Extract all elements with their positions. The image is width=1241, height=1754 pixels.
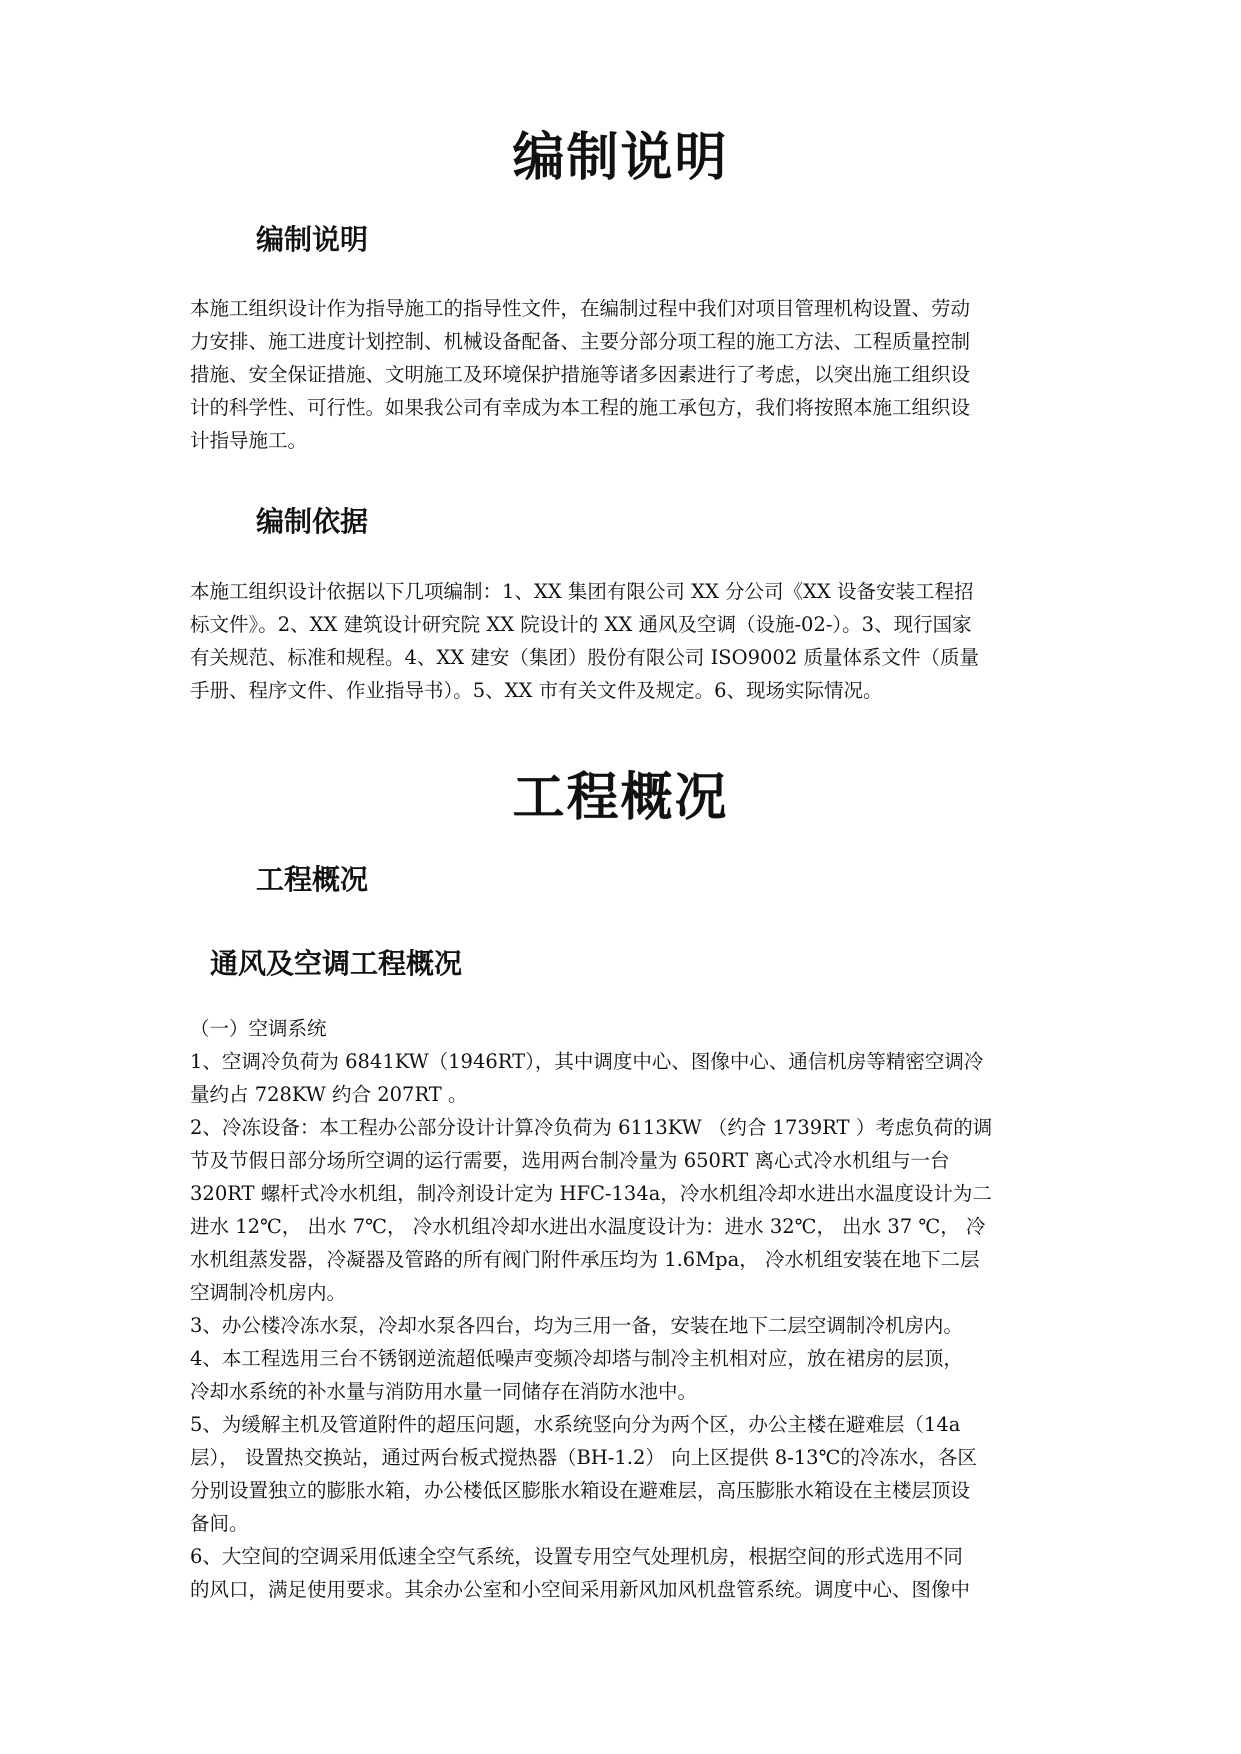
heading-compilation-notes: 编制说明 [256, 223, 369, 256]
text-line: 力安排、施工进度计划控制、机械设备配备、主要分部分项工程的施工方法、工程质量控制 [190, 330, 971, 353]
text-line: 计的科学性、可行性。如果我公司有幸成为本工程的施工承包方，我们将按照本施工组织设 [190, 396, 971, 419]
text-line: 水机组蒸发器，冷凝器及管路的所有阀门附件承压均为 1.6Mpa， 冷水机组安装在地下二层 [190, 1248, 980, 1271]
text-line: 计指导施工。 [190, 429, 308, 452]
text-line: 4、本工程选用三台不锈钢逆流超低噪声变频冷却塔与制冷主机相对应，放在裙房的层顶， [190, 1347, 963, 1370]
text-line: 进水 12℃， 出水 7℃， 冷水机组冷却水进出水温度设计为：进水 32℃， 出水 37 ℃， 冷 [190, 1215, 986, 1238]
text-line: 6、大空间的空调采用低速全空气系统，设置专用空气处理机房，根据空间的形式选用不同 [190, 1545, 963, 1568]
text-line: （一）空调系统 [190, 1017, 327, 1040]
text-line: 分别设置独立的膨胀水箱，办公楼低区膨胀水箱设在避难层，高压膨胀水箱设在主楼层顶设 [190, 1479, 971, 1502]
text-line: 3、办公楼冷冻水泵，冷却水泵各四台，均为三用一备，安装在地下二层空调制冷机房内。 [190, 1314, 963, 1337]
text-line: 有关规范、标准和规程。4、XX 建安（集团）股份有限公司 ISO9002 质量体系文件（质量 [190, 646, 979, 669]
text-line: 2、冷冻设备：本工程办公部分设计计算冷负荷为 6113KW （约合 1739RT ）考虑负荷的调 [190, 1116, 993, 1139]
text-line: 1、空调冷负荷为 6841KW（1946RT），其中调度中心、图像中心、通信机房等精密空调冷 [190, 1050, 984, 1073]
heading-project-overview: 工程概况 [256, 863, 369, 896]
text-line: 5、为缓解主机及管道附件的超压问题，水系统竖向分为两个区，办公主楼在避难层（14a [190, 1413, 961, 1436]
text-line: 措施、安全保证措施、文明施工及环境保护措施等诸多因素进行了考虑，以突出施工组织设 [190, 363, 971, 386]
text-line: 冷却水系统的补水量与消防用水量一同储存在消防水池中。 [190, 1380, 698, 1403]
text-line: 320RT 螺杆式冷水机组，制冷剂设计定为 HFC-134a，冷水机组冷却水进出水温度设计为二 [190, 1182, 992, 1205]
page-title-compilation: 编制说明 [512, 128, 729, 188]
text-line: 本施工组织设计依据以下几项编制：1、XX 集团有限公司 XX 分公司《XX 设备安装工程招 [190, 580, 974, 603]
heading-hvac-overview: 通风及空调工程概况 [210, 947, 463, 980]
text-line: 手册、程序文件、作业指导书）。5、XX 市有关文件及规定。6、现场实际情况。 [190, 679, 883, 702]
heading-compilation-basis: 编制依据 [256, 505, 369, 538]
text-line: 备间。 [190, 1512, 249, 1535]
text-line: 层）， 设置热交换站，通过两台板式搅热器（BH-1.2） 向上区提供 8-13℃的冷冻水，各区 [190, 1446, 977, 1469]
text-line: 节及节假日部分场所空调的运行需要，选用两台制冷量为 650RT 离心式冷水机组与一台 [190, 1149, 950, 1172]
text-line: 的风口，满足使用要求。其余办公室和小空间采用新风加风机盘管系统。调度中心、图像中 [190, 1578, 971, 1601]
text-line: 空调制冷机房内。 [190, 1281, 347, 1304]
text-line: 本施工组织设计作为指导施工的指导性文件，在编制过程中我们对项目管理机构设置、劳动 [190, 297, 971, 320]
text-line: 标文件》。2、XX 建筑设计研究院 XX 院设计的 XX 通风及空调（设施-02-）。3、现行国家 [190, 613, 972, 636]
page-title-project-overview: 工程概况 [512, 768, 729, 828]
text-line: 量约占 728KW 约合 207RT 。 [190, 1083, 468, 1106]
